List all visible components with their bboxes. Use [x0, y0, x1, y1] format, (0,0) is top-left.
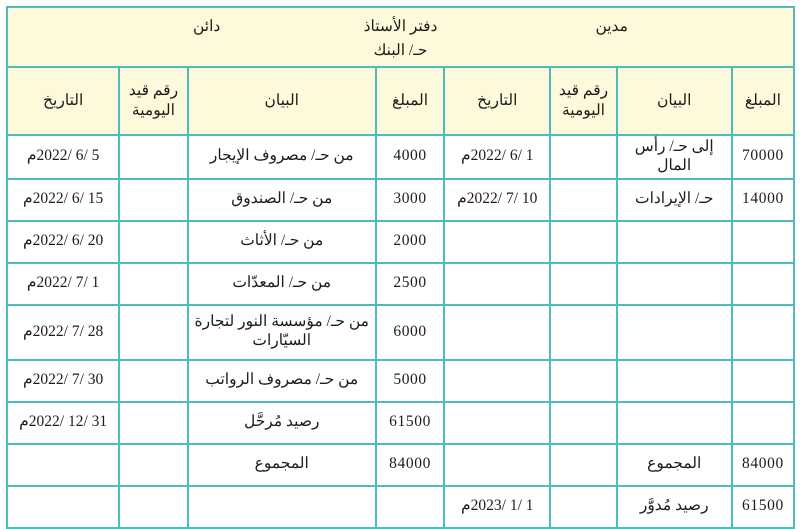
- cell-debit-journal-no: [550, 135, 616, 179]
- cell-credit-description: من حـ/ مصروف الرواتب: [188, 360, 376, 402]
- cell-credit-amount: 5000: [376, 360, 444, 402]
- table-row-carried-balance: [7, 486, 794, 528]
- cell-debit-journal-no: [550, 179, 616, 221]
- cell-debit-amount: [732, 263, 794, 305]
- header-credit-description: البيان: [188, 67, 376, 135]
- cell-debit-amount: 61500: [732, 486, 794, 528]
- cell-credit-journal-no: [119, 305, 187, 360]
- cell-credit-amount: 61500: [376, 402, 444, 444]
- header-credit-amount: المبلغ: [376, 67, 444, 135]
- cell-credit-amount: 84000: [376, 444, 444, 486]
- column-header-row: [7, 67, 794, 135]
- ledger-banner-row: [7, 7, 794, 67]
- ledger-banner-cell: [7, 7, 794, 67]
- cell-debit-amount: [732, 305, 794, 360]
- cell-debit-amount: 14000: [732, 179, 794, 221]
- cell-credit-journal-no: [119, 444, 187, 486]
- cell-debit-date: 1 /1 /2023م: [444, 486, 550, 528]
- cell-debit-amount: [732, 221, 794, 263]
- cell-credit-date: [7, 444, 119, 486]
- cell-debit-description: [617, 360, 732, 402]
- cell-debit-description: [617, 305, 732, 360]
- cell-debit-date: [444, 305, 550, 360]
- header-debit-date: التاريخ: [444, 67, 550, 135]
- table-row: [7, 221, 794, 263]
- cell-credit-date: 30 /7 /2022م: [7, 360, 119, 402]
- cell-credit-date: 28 /7 /2022م: [7, 305, 119, 360]
- cell-debit-date: [444, 221, 550, 263]
- cell-credit-journal-no: [119, 263, 187, 305]
- banner-credit-label: دائن: [193, 18, 221, 35]
- cell-credit-description: رصيد مُرحَّل: [188, 402, 376, 444]
- cell-credit-date: 15 /6 /2022م: [7, 179, 119, 221]
- cell-credit-amount: 3000: [376, 179, 444, 221]
- table-row: [7, 305, 794, 360]
- cell-debit-date: [444, 402, 550, 444]
- banner-inner: [8, 8, 793, 66]
- cell-debit-date: 1 /6 /2022م: [444, 135, 550, 179]
- cell-credit-description: من حـ/ الصندوق: [188, 179, 376, 221]
- cell-debit-description: إلى حـ/ رأس المال: [617, 135, 732, 179]
- banner-title-line1: دفتر الأستاذ: [363, 18, 438, 35]
- cell-credit-amount: 4000: [376, 135, 444, 179]
- table-row: [7, 360, 794, 402]
- cell-debit-date: 10 /7 /2022م: [444, 179, 550, 221]
- header-debit-journal-no: رقم قيد اليومية: [550, 67, 616, 135]
- cell-credit-amount: 2500: [376, 263, 444, 305]
- table-row: [7, 179, 794, 221]
- cell-debit-amount: [732, 402, 794, 444]
- cell-credit-amount: 6000: [376, 305, 444, 360]
- cell-credit-amount: 2000: [376, 221, 444, 263]
- header-credit-date: التاريخ: [7, 67, 119, 135]
- cell-credit-journal-no: [119, 402, 187, 444]
- cell-debit-description: [617, 402, 732, 444]
- cell-debit-description: المجموع: [617, 444, 732, 486]
- cell-debit-journal-no: [550, 305, 616, 360]
- ledger-table: [6, 6, 795, 529]
- cell-credit-description: من حـ/ الأثاث: [188, 221, 376, 263]
- cell-debit-journal-no: [550, 221, 616, 263]
- table-row: [7, 135, 794, 179]
- cell-debit-journal-no: [550, 402, 616, 444]
- cell-debit-date: [444, 263, 550, 305]
- cell-credit-description: [188, 486, 376, 528]
- cell-debit-journal-no: [550, 360, 616, 402]
- cell-debit-date: [444, 360, 550, 402]
- cell-credit-date: 5 /6 /2022م: [7, 135, 119, 179]
- cell-credit-journal-no: [119, 135, 187, 179]
- cell-credit-journal-no: [119, 360, 187, 402]
- cell-debit-description: [617, 263, 732, 305]
- cell-debit-amount: 84000: [732, 444, 794, 486]
- cell-credit-description: من حـ/ مصروف الإيجار: [188, 135, 376, 179]
- cell-credit-description: من حـ/ المعدّات: [188, 263, 376, 305]
- cell-debit-journal-no: [550, 486, 616, 528]
- table-row: [7, 263, 794, 305]
- cell-credit-description: من حـ/ مؤسسة النور لتجارة السيّارات: [188, 305, 376, 360]
- header-credit-journal-no: رقم قيد اليومية: [119, 67, 187, 135]
- cell-debit-journal-no: [550, 263, 616, 305]
- cell-debit-journal-no: [550, 444, 616, 486]
- cell-credit-journal-no: [119, 486, 187, 528]
- header-debit-amount: المبلغ: [732, 67, 794, 135]
- banner-title: [291, 18, 511, 61]
- cell-credit-journal-no: [119, 179, 187, 221]
- cell-credit-amount: [376, 486, 444, 528]
- cell-debit-date: [444, 444, 550, 486]
- banner-title-line2: حـ/ البنك: [373, 41, 428, 59]
- cell-credit-date: 31 /12 /2022م: [7, 402, 119, 444]
- header-debit-description: البيان: [617, 67, 732, 135]
- cell-debit-description: [617, 221, 732, 263]
- cell-credit-date: [7, 486, 119, 528]
- cell-debit-description: رصيد مُدوَّر: [617, 486, 732, 528]
- cell-credit-date: 1 /7 /2022م: [7, 263, 119, 305]
- cell-credit-description: المجموع: [188, 444, 376, 486]
- banner-debit-label: مدين: [595, 18, 628, 35]
- cell-credit-journal-no: [119, 221, 187, 263]
- cell-credit-date: 20 /6 /2022م: [7, 221, 119, 263]
- cell-debit-amount: 70000: [732, 135, 794, 179]
- cell-debit-amount: [732, 360, 794, 402]
- cell-debit-description: حـ/ الإيرادات: [617, 179, 732, 221]
- table-row: [7, 402, 794, 444]
- table-row-total: [7, 444, 794, 486]
